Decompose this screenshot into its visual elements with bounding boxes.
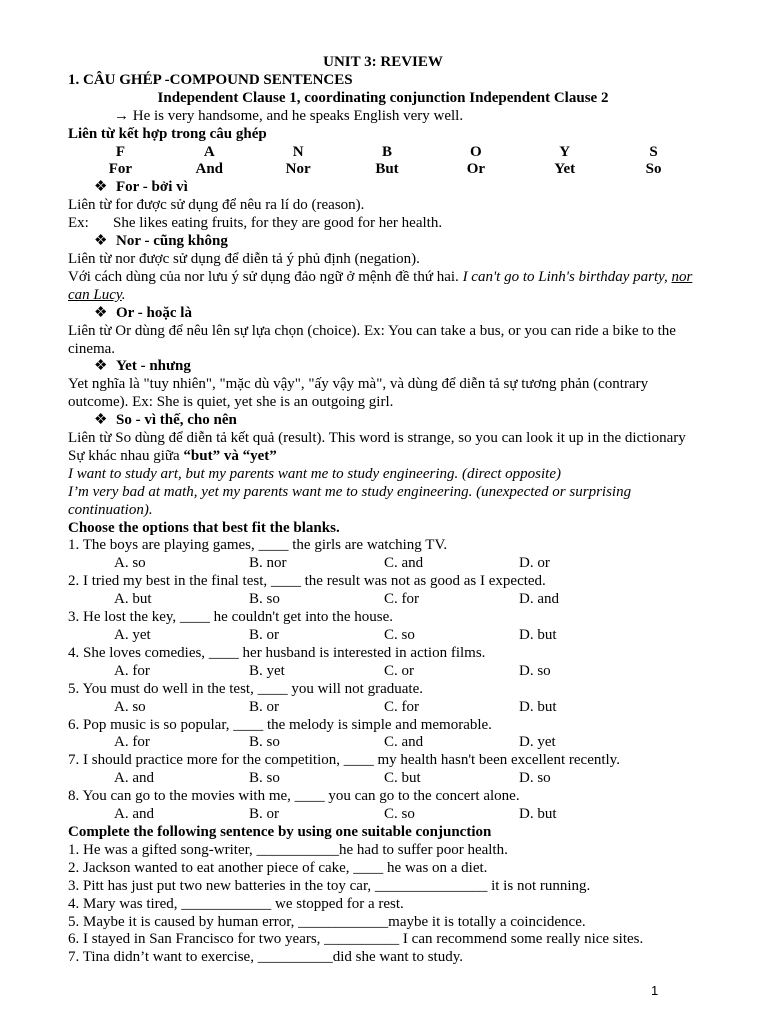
nor-note-underlined: nor [671,268,693,285]
option-a: A. and [114,806,154,823]
answer-options [68,555,698,573]
page-title: UNIT 3: REVIEW [323,54,443,70]
option-d: D. yet [519,734,556,751]
letter-s: S [649,143,658,160]
option-d: D. but [519,698,557,715]
question-text: 2. I tried my best in the final test, ____ the result was not as good as I expected. [68,573,546,590]
answer-options [68,806,698,824]
option-c: C. and [384,734,424,751]
fill-blank-item: 7. Tina didn’t want to exercise, __________did she want to study. [68,949,463,966]
bullet-for [68,179,698,197]
fill-blank-item: 4. Mary was tired, ____________ we stopped for a rest. [68,895,404,912]
option-b: B. or [249,698,279,715]
fill-blank-item: 2. Jackson wanted to eat another piece of cake, ____ he was on a diet. [68,859,488,876]
option-a: A. for [114,734,150,751]
so-description: Liên từ So dùng để diễn tả kết quả (result). This word is strange, so you can look it up in the dictionary [68,430,686,447]
letter-b: B [381,143,392,160]
for-description: Liên từ for được sử dụng để nêu ra lí do (reason). [68,197,365,214]
bullet-title: Nor - cũng không [116,233,228,250]
formula-line: Independent Clause 1, coordinating conjunction Independent Clause 2 [157,89,609,106]
option-d: D. and [519,591,559,608]
option-b: B. so [249,770,280,787]
bullet-title: Yet - nhưng [116,358,191,375]
letter-n: N [292,143,304,160]
word-and: And [195,161,224,178]
question-text: 7. I should practice more for the competition, ____ my health hasn't been excellent recently. [68,752,620,769]
page-number: 1 [651,983,659,998]
exercise1-list [68,537,698,824]
bullet-yet [68,358,698,376]
bullet-title: For - bởi vì [116,179,188,196]
bullet-or [68,305,698,323]
diamond-bullet-icon: ❖ [94,412,108,429]
word-for: For [108,161,133,178]
diamond-bullet-icon: ❖ [94,179,108,196]
option-b: B. or [249,806,279,823]
option-b: B. nor [249,555,287,572]
option-a: A. yet [114,627,151,643]
example-text: He is very handsome, and he speaks English very well. [132,107,464,124]
option-c: C. or [384,662,414,679]
bullet-title: So - vì thế, cho nên [116,412,237,429]
question-text: 5. You must do well in the test, ____ you will not graduate. [68,680,423,697]
bullet-so [68,412,698,430]
ex-label: Ex: [68,215,89,232]
ex-text: She likes eating fruits, for they are good for her health. [113,215,443,232]
letter-o: O [470,143,482,160]
document-page [68,54,698,967]
nor-note-example: I can't go to Linh's birthday party, [462,268,672,285]
nor-note-underlined-2: can Lucy [68,286,122,303]
nor-description: Liên từ nor được sử dụng để diễn tả ý phủ định (negation). [68,250,420,267]
exercise2-heading: Complete the following sentence by using one suitable conjunction [68,823,492,840]
word-or: Or [466,161,486,178]
yet-description-1: Yet nghĩa là "tuy nhiên", "mặc dù vậy", "ấy vậy mà", và dùng để diễn tả sự tương phản (contrary [68,376,649,393]
arrow-icon: → [114,107,129,124]
option-b: B. so [249,591,280,608]
nor-note [68,269,698,305]
option-c: C. for [384,591,419,608]
option-b: B. so [249,734,280,751]
answer-options [68,663,698,681]
fill-blank-item: 6. I stayed in San Francisco for two years, __________ I can recommend some really nice sites. [68,931,644,948]
or-description-1: Liên từ Or dùng để nêu lên sự lựa chọn (choice). Ex: You can take a bus, or you can ride a bike to the [68,322,676,339]
option-c: C. and [384,555,424,572]
answer-options [68,627,698,645]
letter-a: A [203,143,215,160]
difference-bold: “but” và “yet” [183,447,277,464]
option-a: A. but [114,591,152,608]
option-a: A. so [114,555,146,572]
exercise1-heading: Choose the options that best fit the blanks. [68,519,340,536]
option-d: D. but [519,627,557,643]
option-c: C. so [384,627,415,643]
answer-options [68,734,698,752]
difference-example-1: I want to study art, but my parents want me to study engineering. (direct opposite) [68,465,561,482]
option-c: C. but [384,770,421,787]
exercise2-list [68,842,698,967]
answer-options [68,770,698,788]
section-heading: 1. CÂU GHÉP -COMPOUND SENTENCES [68,71,353,88]
nor-note-text: Với cách dùng của nor lưu ý sử dụng đảo ngữ ở mệnh đề thứ hai. [68,268,463,285]
word-so: So [645,161,662,178]
option-d: D. but [519,806,557,823]
answer-options [68,699,698,717]
diamond-bullet-icon: ❖ [94,358,108,375]
word-nor: Nor [285,161,311,178]
difference-label: Sự khác nhau giữa [68,447,184,464]
option-a: A. for [114,662,150,679]
fill-blank-item: 3. Pitt has just put two new batteries in the toy car, _______________ it is not running. [68,877,591,894]
question-text: 3. He lost the key, ____ he couldn't get into the house. [68,609,394,626]
difference-example-2a: I’m very bad at math, yet my parents want me to study engineering. (unexpected or surprising [68,483,632,500]
option-a: A. and [114,770,154,787]
bullet-nor [68,233,698,251]
question-text: 1. The boys are playing games, ____ the girls are watching TV. [68,537,448,554]
for-example [68,215,698,233]
option-d: D. so [519,770,551,787]
option-b: B. yet [249,662,285,679]
fill-blank-item: 1. He was a gifted song-writer, ___________he had to suffer poor health. [68,841,508,858]
option-d: D. so [519,662,551,679]
option-c: C. for [384,698,419,715]
diamond-bullet-icon: ❖ [94,233,108,250]
option-b: B. or [249,627,279,643]
letter-f: F [115,143,125,160]
fanboys-letters [68,144,698,162]
nor-note-end: . [121,286,126,303]
difference-example-2b: continuation). [68,501,153,518]
question-text: 8. You can go to the movies with me, ____ you can go to the concert alone. [68,788,520,805]
letter-y: Y [559,143,571,160]
difference-heading [68,448,698,466]
example-line [68,108,698,126]
fill-blank-item: 5. Maybe it is caused by human error, ____________maybe it is totally a coincidence. [68,913,586,930]
or-description-2: cinema. [68,340,116,357]
diamond-bullet-icon: ❖ [94,304,108,321]
option-c: C. so [384,806,415,823]
bullet-title: Or - hoặc là [116,304,192,321]
answer-options [68,591,698,609]
conjunction-heading: Liên từ kết hợp trong câu ghép [68,125,267,142]
yet-description-2: outcome). Ex: She is quiet, yet she is an outgoing girl. [68,394,394,411]
word-yet: Yet [554,161,576,178]
word-but: But [375,161,399,178]
option-d: D. or [519,555,550,572]
question-text: 4. She loves comedies, ____ her husband is interested in action films. [68,644,486,661]
fanboys-words [68,161,698,179]
option-a: A. so [114,698,146,715]
question-text: 6. Pop music is so popular, ____ the melody is simple and memorable. [68,716,492,733]
